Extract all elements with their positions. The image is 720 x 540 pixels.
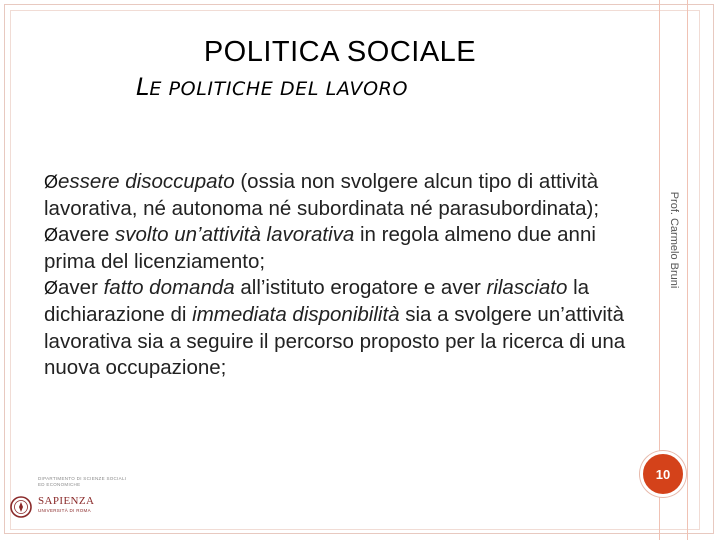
university-logo <box>10 470 160 530</box>
bullet-text: avere <box>58 223 115 247</box>
department-line-1: DIPARTIMENTO DI SCIENZE SOCIALI <box>38 476 127 481</box>
bullet-emphasis: essere disoccupato <box>58 170 235 193</box>
bullet-text: aver <box>58 276 104 300</box>
department-line-2: ED ECONOMICHE <box>38 482 81 487</box>
department-text <box>38 476 148 488</box>
bullet-list <box>44 169 650 382</box>
title-main: POLITICA SOCIALE <box>203 36 477 68</box>
arrow-bullet-icon: Ø <box>44 278 59 299</box>
bullet-text: (ossia non svolgere alcun tipo di attività lavorativa, né autonoma né subordinata né parasubordinata); <box>44 170 600 220</box>
arrow-bullet-icon: Ø <box>44 172 59 192</box>
bullet-emphasis: svolto un’attività lavorativa <box>115 223 355 247</box>
bullet-emphasis: immediata disponibilità <box>192 302 400 326</box>
arrow-bullet-icon: Ø <box>44 225 59 246</box>
bullet-item <box>44 169 650 222</box>
title-sub-rest: E POLITICHE DEL LAVORO <box>149 78 409 100</box>
author-vertical-label: Prof. Carmelo Bruni <box>668 191 680 289</box>
page-number-badge: 10 <box>640 451 686 497</box>
title-sub <box>136 72 560 105</box>
title-sub-cap: L <box>136 73 150 101</box>
bullet-text: la dichiarazione di <box>44 276 590 326</box>
logo-university: UNIVERSITÀ DI ROMA <box>38 508 91 513</box>
bullet-item <box>44 222 650 275</box>
bullet-emphasis: rilasciato <box>486 276 568 300</box>
bullet-text: sia a svolgere un’attività lavorativa sia a seguire il percorso proposto per la ricerca di una nuova occupazione; <box>44 302 626 380</box>
bullet-emphasis: fatto domanda <box>103 276 235 300</box>
side-rule-outer <box>687 0 688 540</box>
logo-name: SAPIENZA <box>38 495 95 507</box>
bullet-text: all’istituto erogatore e aver <box>234 276 487 300</box>
bullet-item <box>44 275 650 381</box>
slide-title <box>120 34 560 105</box>
bullet-text: in regola almeno due anni prima del licenziamento; <box>44 223 596 273</box>
sapienza-seal-icon <box>10 494 32 520</box>
